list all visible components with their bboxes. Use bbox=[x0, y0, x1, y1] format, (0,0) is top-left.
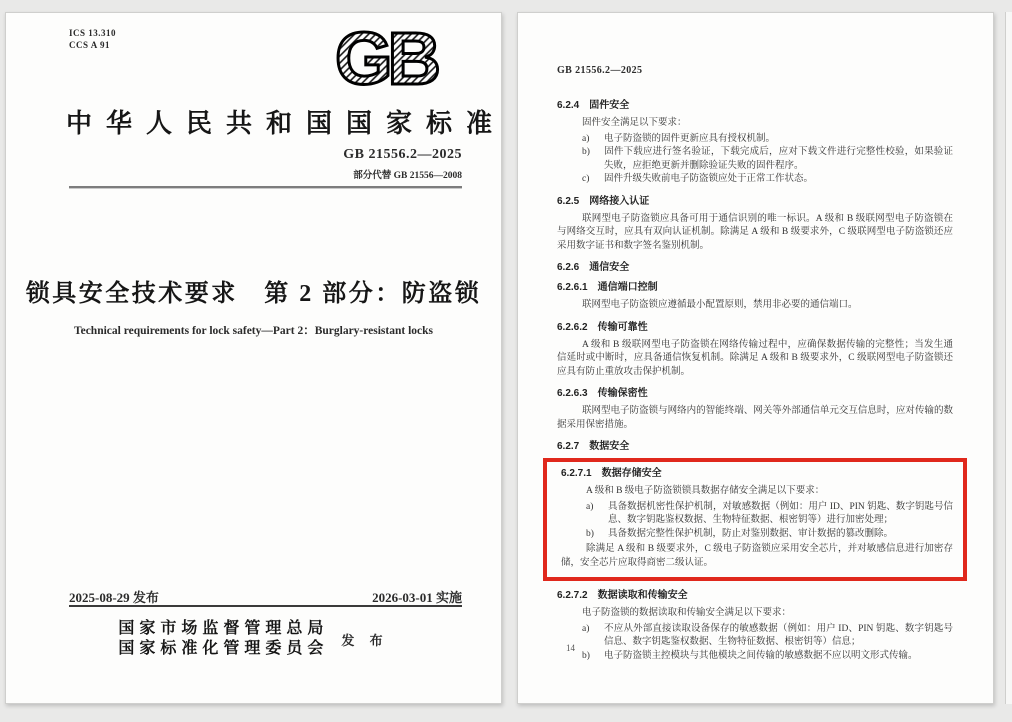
paragraph: A 级和 B 级电子防盗锁锁具数据存储安全满足以下要求： bbox=[586, 486, 825, 496]
list-item-text: 具备数据完整性保护机制，防止对鉴别数据、审计数据的篡改删除。 bbox=[608, 528, 894, 539]
list-item-label: b) bbox=[586, 528, 594, 539]
list-item-text: 电子防盗锁主控模块与其他模块之间传输的敏感数据不应以明文形式传输。 bbox=[604, 650, 918, 661]
cover-top-rule bbox=[69, 186, 462, 189]
date-row bbox=[69, 587, 462, 606]
gb-logo-icon bbox=[334, 25, 446, 98]
list-item bbox=[557, 650, 953, 664]
replaces-note: 部分代替 GB 21556—2008 bbox=[353, 171, 462, 181]
section-heading: 6.2.6.3 传输保密性 bbox=[557, 388, 648, 399]
content-blocks bbox=[557, 100, 953, 663]
issuer-line-2: 国家标准化管理委员会 bbox=[118, 640, 329, 657]
section-heading: 6.2.7 数据安全 bbox=[557, 441, 630, 452]
document-title: 锁具安全技术要求 第 2 部分：防盗锁 bbox=[25, 281, 482, 307]
implementation-date: 2026-03-01 实施 bbox=[372, 590, 462, 605]
cover-bottom-rule bbox=[69, 605, 462, 607]
list-item-text: 固件下载应进行签名验证，下载完成后，应对下载文件进行完整性校验，如果验证失败，应拒绝更新并删除验证失败的固件程序。 bbox=[604, 147, 953, 171]
issuer-line-1: 国家市场监督管理总局 bbox=[118, 620, 329, 637]
cover-page bbox=[5, 12, 507, 704]
paragraph: 固件安全满足以下要求： bbox=[582, 118, 687, 128]
list-item-label: a) bbox=[582, 623, 590, 634]
running-header: GB 21556.2—2025 bbox=[557, 65, 643, 76]
list-item bbox=[557, 623, 953, 650]
list-item-text: 具备数据机密性保护机制，对敏感数据（例如：用户 ID、PIN 钥匙、数字钥匙号信息、数字钥匙鉴权数据、生物特征数据、根密钥等）进行加密处理； bbox=[608, 501, 953, 525]
list-item-text: 不应从外部直接读取设备保存的敏感数据（例如：用户 ID、PIN 钥匙、数字钥匙号信息、数字钥匙鉴权数据、生物特征数据、根密钥等）信息； bbox=[604, 623, 953, 647]
section-heading: 6.2.7.1 数据存储安全 bbox=[561, 468, 662, 479]
section-heading: 6.2.5 网络接入认证 bbox=[557, 195, 650, 207]
ics-codes bbox=[69, 27, 116, 51]
list-item-text: 电子防盗锁的固件更新应具有授权机制。 bbox=[604, 133, 776, 144]
section-heading: 6.2.6.2 传输可靠性 bbox=[557, 321, 648, 333]
list-item-label: b) bbox=[582, 147, 590, 157]
standard-number-block bbox=[343, 147, 462, 181]
ccs-code: CCS A 91 bbox=[69, 40, 111, 50]
list-item bbox=[557, 173, 953, 187]
section-heading: 6.2.6.1 通信端口控制 bbox=[557, 282, 658, 293]
issuer-block bbox=[6, 619, 501, 659]
standard-number: GB 21556.2—2025 bbox=[343, 147, 462, 162]
paragraph: 电子防盗锁的数据读取和传输安全满足以下要求： bbox=[582, 608, 792, 618]
document-title-english: Technical requirements for lock safety—Part 2：Burglary-resistant locks bbox=[73, 325, 434, 337]
paragraph: 联网型电子防盗锁与网络内的智能终端、网关等外部通信单元交互信息时，应对传输的数据采用保密措施。 bbox=[557, 406, 953, 430]
ics-code: ICS 13.310 bbox=[69, 28, 117, 38]
list-item-label: b) bbox=[582, 650, 590, 661]
national-standard-title: 中华人民共和国国家标准 bbox=[66, 109, 507, 138]
section-heading: 6.2.7.2 数据读取和传输安全 bbox=[557, 590, 688, 601]
issue-label: 发 布 bbox=[341, 632, 389, 648]
section-heading: 6.2.4 固件安全 bbox=[557, 100, 630, 111]
content-page bbox=[517, 12, 994, 704]
paragraph: 除满足 A 级和 B 级要求外，C 级电子防盗锁应采用安全芯片，并对敏感信息进行加密存储，安全芯片应取得商密二级认证。 bbox=[561, 544, 953, 568]
highlight-box bbox=[543, 458, 967, 581]
list-item-label: a) bbox=[586, 501, 594, 512]
paragraph: 联网型电子防盗锁应具备可用于通信识别的唯一标识。A 级和 B 级联网型电子防盗锁在与网络交互时，应具有双向认证机制。除满足 A 级和 B 级要求外，C 级联网型电子防盗锁还应采用数字证书和数字签名鉴别机制。 bbox=[557, 213, 953, 251]
section-heading: 6.2.6 通信安全 bbox=[557, 262, 630, 273]
list-item bbox=[557, 146, 953, 173]
list-item bbox=[557, 133, 953, 147]
page-number: 14 bbox=[566, 643, 575, 653]
gb-logo-text: GB bbox=[335, 25, 436, 93]
next-page-edge bbox=[1005, 12, 1012, 704]
list-item bbox=[561, 501, 953, 528]
paragraph: A 级和 B 级联网型电子防盗锁在网络传输过程中，应确保数据传输的完整性；当发生通信延时或中断时，应具备通信恢复机制。除满足 A 级和 B 级要求外，C 级联网型电子防盗锁还应具有防止重放攻击保护机制。 bbox=[557, 339, 953, 377]
list-item-label: a) bbox=[582, 133, 590, 144]
list-item-text: 固件升级失败前电子防盗锁应处于正常工作状态。 bbox=[604, 174, 814, 184]
issue-date: 2025-08-29 发布 bbox=[69, 590, 159, 605]
list-item-label: c) bbox=[582, 174, 590, 184]
list-item bbox=[561, 528, 953, 542]
paragraph: 联网型电子防盗锁应遵循最小配置原则，禁用非必要的通信端口。 bbox=[582, 300, 858, 310]
